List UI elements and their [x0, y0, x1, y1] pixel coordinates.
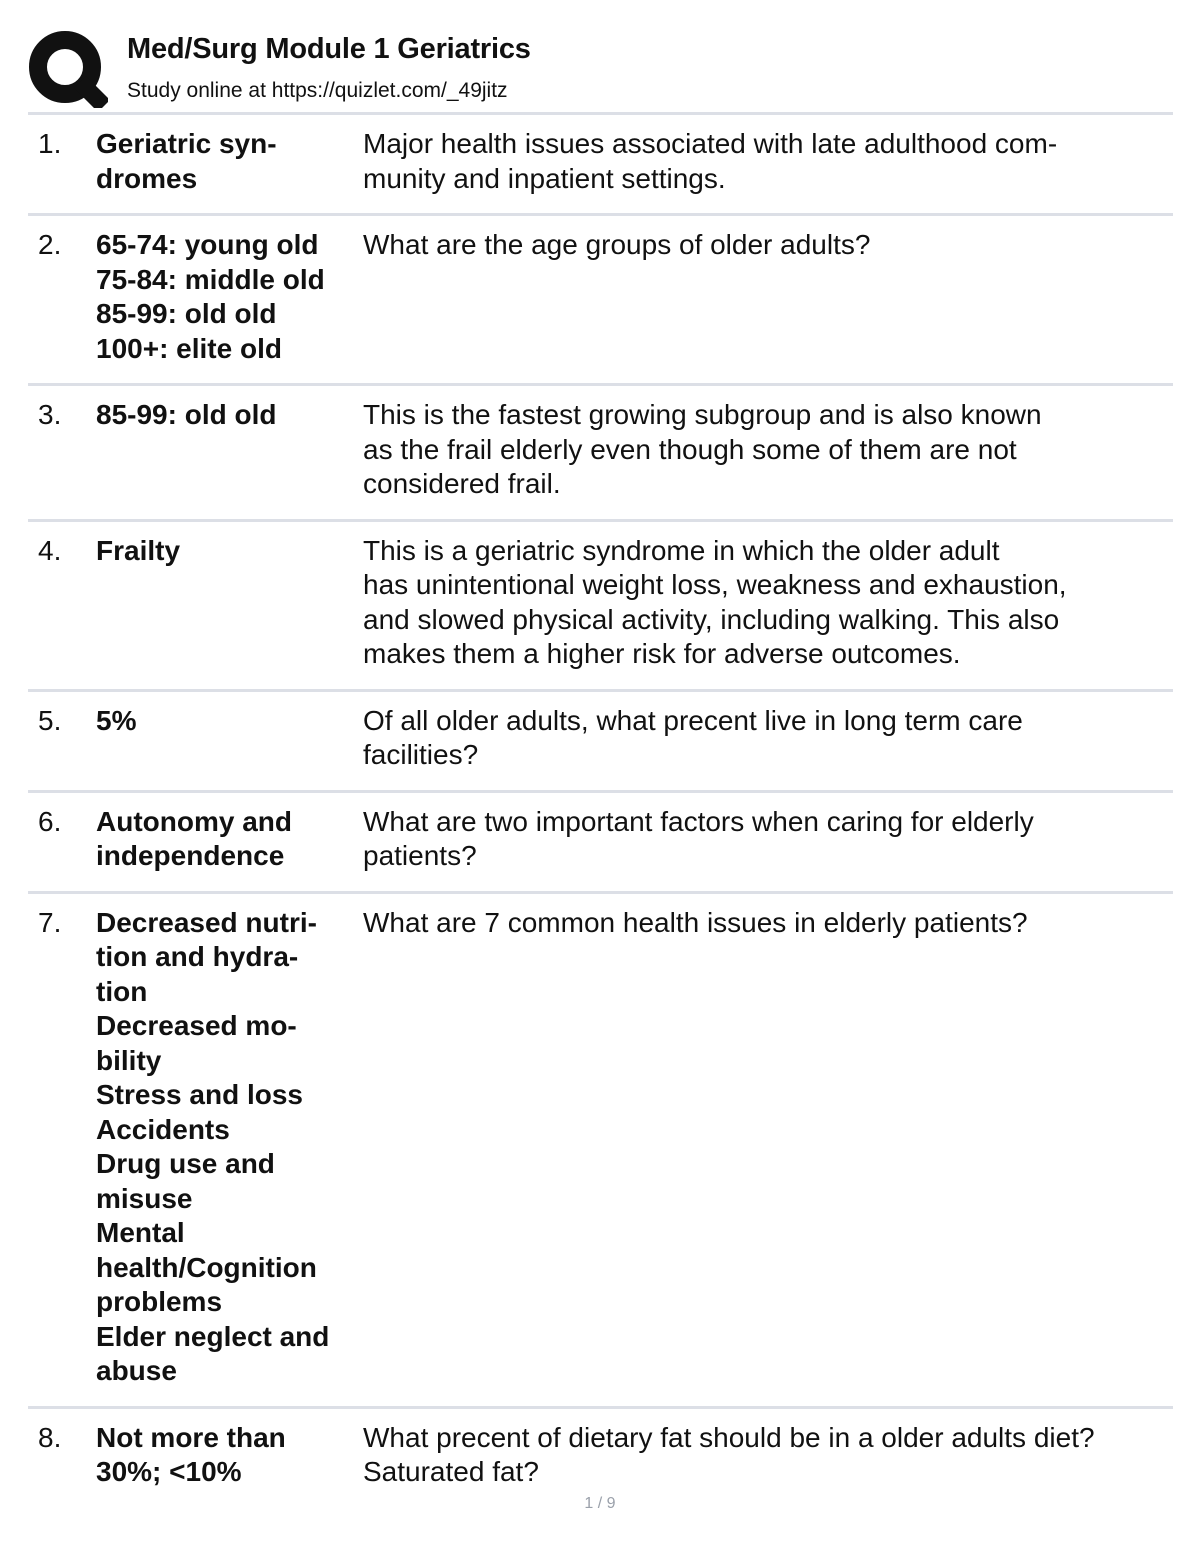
page-indicator: 1 / 9 — [584, 1495, 616, 1512]
card-term: 85-99: old old — [96, 399, 277, 430]
card-term: 5% — [96, 704, 137, 736]
flashcard-row — [28, 1409, 1173, 1507]
flashcard-list — [28, 112, 1173, 1507]
card-number: 1. — [38, 128, 62, 159]
card-number: 6. — [38, 805, 62, 837]
card-definition: What are 7 common health issues in elderly patients? — [363, 906, 1028, 938]
card-term: 65-74: young old 75-84: middle old 85-99: old old 100+: elite old — [96, 229, 325, 364]
flashcard-row — [28, 216, 1173, 386]
card-number: 3. — [38, 399, 62, 430]
card-definition: This is the fastest growing subgroup and is also known as the frail elderly even though some of them are not considered frail. — [363, 399, 1042, 499]
flashcard-row — [28, 115, 1173, 216]
flashcard-row — [28, 386, 1173, 522]
card-definition: This is a geriatric syndrome in which the older adult has unintentional weight loss, weakness and exhaustion, and slowed physical activity, including walking. This also makes them a higher risk for adverse outcomes. — [363, 534, 1067, 669]
card-definition: What precent of dietary fat should be in a older adults diet? Saturated fat? — [363, 1421, 1095, 1487]
card-term: Decreased nutri- tion and hydra- tion Decreased mo- bility Stress and loss Accidents Drug use and misuse Mental health/Cognition problems Elder neglect and abuse — [96, 906, 330, 1386]
card-definition: Of all older adults, what precent live in long term care facilities? — [363, 704, 1023, 770]
card-number: 2. — [38, 229, 62, 260]
card-number: 8. — [38, 1421, 62, 1453]
card-number: 7. — [38, 906, 62, 938]
quizlet-logo-icon — [28, 30, 108, 108]
card-term: Geriatric syn- dromes — [96, 128, 277, 194]
flashcard-row — [28, 692, 1173, 793]
flashcard-row — [28, 793, 1173, 894]
card-number: 5. — [38, 704, 62, 736]
card-definition: What are two important factors when caring for elderly patients? — [363, 805, 1034, 871]
flashcard-row — [28, 522, 1173, 692]
card-number: 4. — [38, 534, 62, 566]
card-term: Frailty — [96, 534, 181, 566]
card-definition: What are the age groups of older adults? — [363, 229, 871, 260]
page-title: Med/Surg Module 1 Geriatrics — [127, 33, 531, 65]
study-link-text: Study online at https://quizlet.com/_49jitz — [127, 79, 508, 102]
card-definition: Major health issues associated with late adulthood com- munity and inpatient settings. — [363, 128, 1058, 194]
flashcard-row — [28, 894, 1173, 1409]
card-term: Not more than 30%; <10% — [96, 1421, 286, 1487]
card-term: Autonomy and independence — [96, 805, 292, 871]
